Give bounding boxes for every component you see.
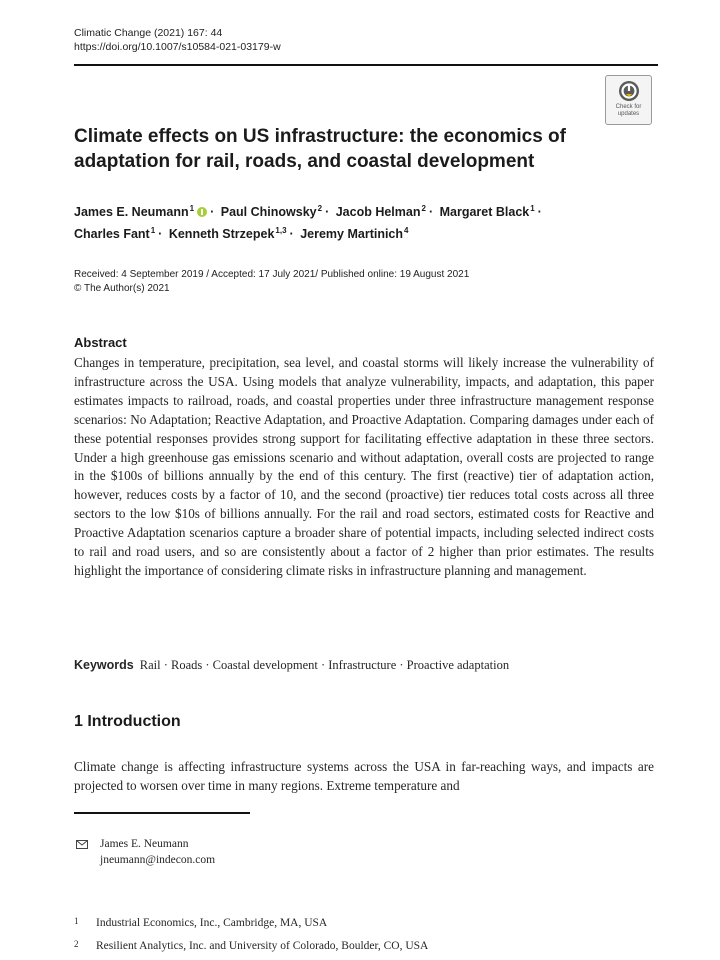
author-name[interactable]: Jeremy Martinich$^4$: [300, 226, 409, 241]
contact-name: James E. Neumann: [100, 838, 189, 850]
introduction-heading: 1 Introduction: [74, 713, 181, 730]
abstract-heading: Abstract: [74, 335, 127, 350]
check-updates-icon: [618, 80, 640, 102]
doi-link[interactable]: https://doi.org/10.1007/s10584-021-03179-w: [74, 41, 281, 53]
check-updates-label: Check for updates: [615, 104, 642, 117]
author-name[interactable]: Kenneth Strzepek$^{1,3}$: [168, 226, 287, 241]
keywords-label: Keywords: [74, 658, 134, 672]
author-name[interactable]: James E. Neumann$^1$: [74, 205, 207, 219]
received-accepted-published: Received: 4 September 2019 / Accepted: 17 July 2021/ Published online: 19 August 2021: [74, 269, 470, 280]
publication-dates: [74, 268, 634, 296]
introduction-text: Climate change is affecting infrastructure systems across the USA in far-reaching ways, and impacts are projected to worsen over time in many regions. Extreme temperature and: [74, 759, 654, 793]
journal-header: [74, 26, 281, 54]
author-name[interactable]: Paul Chinowsky$^2$: [220, 204, 323, 219]
keywords-list: Rail · Roads · Coastal development · Infrastructure · Proactive adaptation: [139, 658, 510, 672]
mail-icon: [76, 840, 88, 849]
corresponding-author: [76, 836, 215, 868]
author-list: James E. Neumann$^1$ · Paul Chinowsky$^2$ · Jacob Helman$^2$ · Margaret Black$^1$ · Charles Fant$^1$ · Kenneth Strzepek$^{1,3}$ · Jeremy Martinich$^4$: [74, 204, 542, 241]
affiliation-item: 2 Resilient Analytics, Inc. and University of Colorado, Boulder, CO, USA: [74, 939, 429, 952]
journal-citation: Climatic Change (2021) 167: 44: [74, 27, 223, 39]
keywords-line: [74, 657, 654, 673]
paper-title: Climate effects on US infrastructure: the economics of adaptation for rail, roads, and coastal development: [74, 126, 566, 172]
author-name[interactable]: Charles Fant$^1$: [74, 226, 156, 241]
orcid-icon[interactable]: [197, 207, 207, 217]
contact-email[interactable]: jneumann@indecon.com: [100, 854, 216, 866]
abstract-text: Changes in temperature, precipitation, sea level, and coastal storms will likely increase the vulnerability of infrastructure across the USA. Using models that analyze vulnerability, impacts, and adaptation, this paper estimates impacts to railroad, roads, and coastal properties under three infrastructure management response scenarios: No Adaptation; Reactive Adaptation, and Proactive Adaptation. Comparing damages under each of these potential responses provides strong support for facilitating effective adaptation in these three sectors. Under a high greenhouse gas emissions scenario and without adaptation, overall costs are projected to range in the $100s of billions annually by the end of this century. The first (reactive) tier of adaptation action, however, reduces costs by a factor of 10, and the second (proactive) tier reduces total costs across all three sectors to the low $10s of billions annually. For the rail and road sectors, estimated costs for Reactive and Proactive Adaptation scenarios capture a broader share of potential impacts, including selected indirect costs to rail and road users, and so are consistently about a factor of 2 higher than prior estimates. The results highlight the importance of considering climate risks in infrastructure planning and management.: [74, 355, 654, 578]
affiliation-item: 1 Industrial Economics, Inc., Cambridge, MA, USA: [74, 916, 328, 929]
check-for-updates-badge[interactable]: [605, 75, 652, 125]
header-rule: [74, 64, 658, 66]
author-name[interactable]: Margaret Black$^1$: [439, 204, 535, 219]
copyright-line: © The Author(s) 2021: [74, 283, 170, 294]
author-name[interactable]: Jacob Helman$^2$: [335, 204, 426, 219]
footnote-rule: [74, 812, 250, 814]
